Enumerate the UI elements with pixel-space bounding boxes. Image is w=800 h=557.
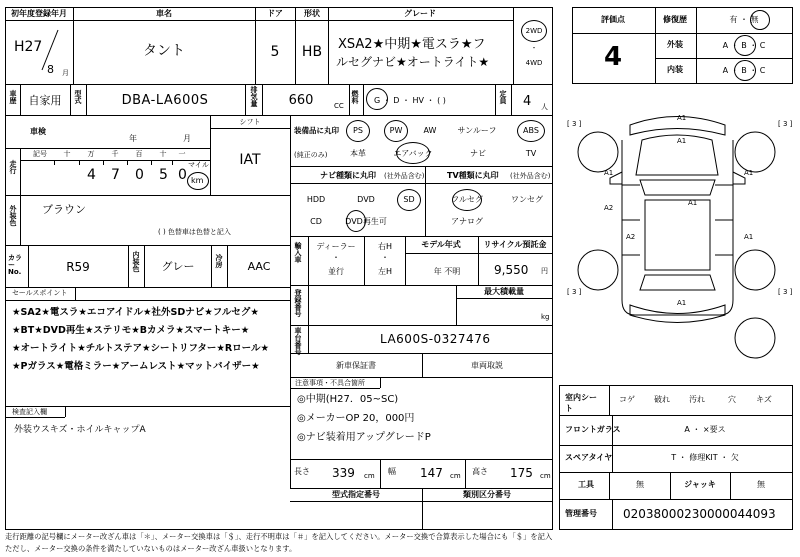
car-name-label: 車名 bbox=[156, 9, 172, 18]
first-reg-label: 初年度登録年月 bbox=[11, 9, 67, 18]
grade-label: グレード bbox=[404, 9, 436, 18]
abs-circle bbox=[517, 120, 545, 142]
tv-item: アナログ bbox=[451, 217, 483, 226]
chassis-value: LA600S-0327476 bbox=[380, 332, 491, 346]
equipment-item: PS bbox=[353, 126, 363, 135]
note-line: ◎ナビ装着用アップグレードP bbox=[297, 432, 431, 443]
import-label: 輸入車 bbox=[294, 242, 302, 263]
repair-options: 有 ・ 無 bbox=[729, 15, 759, 24]
aircon-label: 冷房 bbox=[215, 254, 223, 268]
height-value: 175 bbox=[510, 466, 533, 480]
model-value: DBA-LA600S bbox=[121, 93, 209, 108]
exterior-options: A ・ B ・ C bbox=[722, 41, 766, 50]
length-value: 339 bbox=[332, 466, 355, 480]
shaken-label: 車検 bbox=[30, 127, 46, 136]
manual: 車両取説 bbox=[471, 361, 503, 370]
shaken-year-unit: 年 bbox=[129, 134, 137, 143]
ps-circle bbox=[346, 120, 370, 142]
equipment-subtitle: (純正のみ) bbox=[294, 151, 328, 159]
model-year-label: モデル年式 bbox=[421, 240, 461, 249]
model-year-value: 年 不明 bbox=[433, 267, 461, 276]
digit-header: 一 bbox=[178, 150, 186, 158]
tire-mark: [ 3 ] bbox=[778, 288, 793, 296]
fuel-circle bbox=[366, 88, 388, 110]
dvd-play-circle bbox=[346, 210, 366, 232]
drive-4wd: 4WD bbox=[525, 59, 543, 67]
damage-label: A1 bbox=[744, 233, 754, 241]
width-label: 幅 bbox=[388, 467, 396, 476]
tire-mark: [ 3 ] bbox=[567, 120, 582, 128]
equipment-item: エアバック bbox=[393, 149, 433, 158]
sheet-option: 破れ bbox=[654, 395, 670, 404]
shaken-month-unit: 月 bbox=[183, 134, 191, 143]
exterior-b-circle bbox=[734, 35, 756, 56]
spare-options: T ・ 修理KIT ・ 欠 bbox=[671, 453, 739, 462]
sales-point-line: ★Pガラス★電格ミラー★アームレスト★マットバイザー★ bbox=[12, 361, 260, 372]
jack-value: 無 bbox=[757, 480, 765, 489]
digit-tick bbox=[54, 160, 55, 165]
score-value: 4 bbox=[603, 42, 623, 72]
length-unit: cm bbox=[364, 472, 375, 480]
damage-label: A1 bbox=[744, 169, 754, 177]
footer-line2: ただし、メーター交換の条件を満たしていないものはメーター改ざん車扱いとなります。 bbox=[5, 544, 297, 553]
sales-point-line: ★BT★DVD再生★ステリモ★Bカメラ★スマートキー★ bbox=[12, 325, 250, 336]
interior-color-label: 内装色 bbox=[132, 251, 140, 272]
digit-header: 万 bbox=[87, 150, 95, 158]
import-parallel: 並行 bbox=[328, 267, 344, 276]
equipment-item: ABS bbox=[523, 126, 539, 135]
drive-2wd: 2WD bbox=[525, 27, 543, 35]
repair-none-circle bbox=[750, 10, 770, 30]
reg-month: 8 bbox=[47, 63, 54, 76]
tire-mark: [ 3 ] bbox=[778, 120, 793, 128]
sheet-option: 穴 bbox=[728, 395, 736, 404]
equipment-item: TV bbox=[525, 149, 537, 158]
import-dealer: ディーラー bbox=[316, 242, 356, 251]
jack-label: ジャッキ bbox=[684, 480, 716, 489]
max-load-label: 最大積載量 bbox=[484, 287, 524, 296]
width-unit: cm bbox=[450, 472, 461, 480]
chassis-label: 車台番号 bbox=[294, 327, 302, 355]
digit-value: 4 bbox=[87, 167, 96, 183]
exterior-label: 外装 bbox=[667, 40, 683, 49]
grade-line1: XSA2★中期★電スラ★フ bbox=[338, 37, 486, 52]
shift-label: シフト bbox=[239, 118, 261, 126]
displacement-value: 660 bbox=[288, 93, 314, 108]
damage-label: A1 bbox=[604, 169, 614, 177]
damage-label: A1 bbox=[677, 137, 687, 145]
interior-label: 内装 bbox=[667, 65, 683, 74]
capacity-unit: 人 bbox=[541, 103, 548, 111]
repair-label: 修復歴 bbox=[663, 15, 687, 24]
sheet-option: コゲ bbox=[619, 395, 635, 404]
navi-item: CD bbox=[310, 217, 322, 226]
navi-item: HDD bbox=[306, 195, 326, 204]
inspector-value: 外装ウスキズ・ホイルキャップA bbox=[14, 425, 146, 435]
height-label: 高さ bbox=[472, 467, 488, 476]
score-label: 評価点 bbox=[601, 15, 625, 24]
footer-line1: 走行距離の記号欄にメーター改ざん車は「＊」、メーター交換車は「＄」、走行不明車は「＃」を記入してください。メーター交換で合算表示した場合にも「＄」を記入 bbox=[5, 532, 553, 541]
mileage-label: 走行 bbox=[9, 160, 17, 174]
color-note: ( ) 色替車は色替と記入 bbox=[158, 228, 231, 236]
kg-unit: kg bbox=[541, 313, 550, 321]
grade-line2: ルセグナビ★オートライト★ bbox=[336, 55, 490, 69]
type-designation-label: 型式指定番号 bbox=[332, 490, 380, 499]
airbag-circle bbox=[396, 142, 430, 164]
glass-label: フロントガラス bbox=[565, 425, 621, 434]
digit-header: 十 bbox=[63, 150, 71, 158]
import-left-h: 左H bbox=[377, 267, 393, 276]
capacity-value: 4 bbox=[523, 94, 532, 109]
car-name: タント bbox=[143, 43, 185, 59]
recycle-value: 9,550 bbox=[494, 263, 529, 277]
damage-label: A1 bbox=[688, 199, 698, 207]
navi-title: ナビ種類に丸印 bbox=[320, 171, 376, 180]
equipment-item: 本革 bbox=[350, 149, 366, 158]
sheet-label: 室内シート bbox=[565, 393, 597, 413]
use-value: 自家用 bbox=[28, 94, 62, 107]
note-line: ◎中期(H27．05~SC) bbox=[297, 394, 399, 405]
drive-dot: ・ bbox=[530, 44, 538, 52]
displacement-label: 排気量 bbox=[250, 86, 258, 107]
door-label: ドア bbox=[267, 9, 283, 18]
digit-value: 0 bbox=[135, 167, 144, 183]
tools-label: 工具 bbox=[578, 480, 594, 489]
registration-label: 登録番号 bbox=[294, 289, 302, 317]
tv-title: TV種類に丸印 bbox=[447, 171, 499, 180]
pw-circle bbox=[384, 120, 408, 142]
digit-value: 0 bbox=[178, 167, 187, 183]
damage-label: A1 bbox=[677, 299, 687, 307]
inspector-label: 検査記入欄 bbox=[12, 408, 47, 416]
digit-tick bbox=[79, 160, 80, 165]
digit-tick bbox=[103, 160, 104, 165]
digit-header: 十 bbox=[159, 150, 167, 158]
cc-unit: CC bbox=[334, 102, 344, 110]
tv-sub: (社外品含む) bbox=[510, 172, 551, 180]
sales-label: セールスポイント bbox=[12, 289, 68, 297]
import-right-h: 右H bbox=[377, 242, 393, 251]
sd-circle bbox=[397, 189, 421, 211]
height-unit: cm bbox=[540, 472, 551, 480]
category-label: 類別区分番号 bbox=[463, 490, 511, 499]
tv-item: フルセグ bbox=[451, 195, 483, 204]
interior-b-circle bbox=[734, 60, 756, 81]
navi-item: DVD bbox=[357, 195, 375, 204]
import-dot1: ・ bbox=[332, 253, 340, 262]
mgmt-label: 管理番号 bbox=[565, 509, 597, 518]
tv-item: ワンセグ bbox=[511, 195, 543, 204]
fuel-label: 燃料 bbox=[351, 90, 359, 104]
interior-options: A ・ B ・ C bbox=[722, 66, 766, 75]
sheet-option: キズ bbox=[756, 395, 772, 404]
spare-label: スペアタイヤ bbox=[565, 453, 613, 462]
interior-color-value: グレー bbox=[161, 260, 195, 273]
sales-point-line: ★SA2★電スラ★エコアイドル★社外SDナビ★フルセグ★ bbox=[12, 307, 259, 318]
km-label: km bbox=[191, 176, 204, 185]
mgmt-value: 02038000230000044093 bbox=[623, 507, 776, 521]
width-value: 147 bbox=[420, 466, 443, 480]
sheet-option: 汚れ bbox=[689, 395, 705, 404]
damage-label: A2 bbox=[626, 233, 636, 241]
shift-value: IAT bbox=[239, 152, 261, 168]
color-no-value: R59 bbox=[66, 260, 90, 274]
digit-value: 5 bbox=[159, 167, 168, 183]
equipment-item: AW bbox=[423, 126, 437, 135]
doors: 5 bbox=[270, 44, 280, 60]
fullseg-circle bbox=[452, 189, 482, 211]
notes-label: 注意事項・不具合箇所 bbox=[295, 379, 365, 387]
navi-item: DVD再生可 bbox=[345, 217, 387, 226]
aircon-value: AAC bbox=[247, 260, 271, 273]
reg-year: H27 bbox=[14, 39, 43, 55]
shape-label: 形状 bbox=[304, 9, 320, 18]
navi-sub: (社外品含む) bbox=[384, 172, 425, 180]
capacity-label: 定員 bbox=[499, 90, 507, 104]
equipment-item: PW bbox=[389, 126, 403, 135]
recycle-label: リサイクル預託金 bbox=[483, 240, 547, 249]
shape: HB bbox=[301, 44, 323, 60]
digit-tick bbox=[151, 160, 152, 165]
sales-point-line: ★オートライト★チルトステア★シートリフター★Rロール★ bbox=[12, 343, 269, 354]
digit-header: 記号 bbox=[33, 150, 47, 158]
reg-month-unit: 月 bbox=[62, 69, 69, 77]
digit-header: 千 bbox=[111, 150, 119, 158]
equipment-title: 装備品に丸印 bbox=[294, 126, 339, 135]
fuel-options: G ・ D ・ HV ・ ( ) bbox=[374, 96, 446, 105]
use-label: 車歴 bbox=[9, 90, 17, 104]
mile-label: マイル bbox=[188, 161, 209, 169]
km-circle bbox=[187, 172, 209, 190]
color-label: 外装色 bbox=[9, 205, 17, 226]
equipment-item: ナビ bbox=[470, 149, 486, 158]
import-dot2: ・ bbox=[381, 253, 389, 262]
recycle-unit: 円 bbox=[541, 267, 548, 275]
color-no-label: カラーNo. bbox=[8, 254, 22, 276]
digit-header: 百 bbox=[135, 150, 143, 158]
new-warranty: 新車保証書 bbox=[336, 361, 376, 370]
model-label: 型式 bbox=[74, 90, 82, 104]
navi-item: SD bbox=[403, 195, 415, 204]
damage-label: A2 bbox=[604, 204, 614, 212]
damage-label: A1 bbox=[677, 114, 687, 122]
color-value: ブラウン bbox=[42, 203, 86, 216]
tools-value: 無 bbox=[636, 480, 644, 489]
digit-tick bbox=[127, 160, 128, 165]
tire-mark: [ 3 ] bbox=[567, 288, 582, 296]
note-line: ◎メーカーOP 20，000円 bbox=[297, 413, 415, 424]
digit-value: 7 bbox=[111, 167, 120, 183]
digit-tick bbox=[172, 160, 173, 165]
glass-options: A ・ ×要ス bbox=[684, 425, 726, 434]
length-label: 長さ bbox=[294, 467, 310, 476]
drive-2wd-circle bbox=[521, 20, 547, 42]
equipment-item: サンルーフ bbox=[457, 126, 497, 135]
